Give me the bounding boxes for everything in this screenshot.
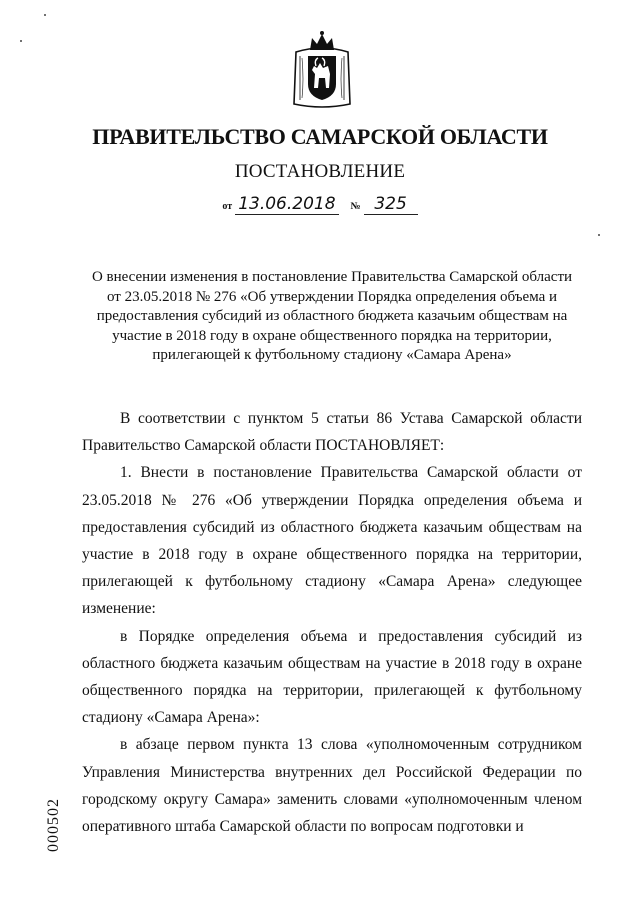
subject-line: предоставления субсидий из областного бюджета казачьим обществам на xyxy=(96,308,568,324)
body-paragraph: 1. Внести в постановление Правительства Самарской области от 23.05.2018 № 276 «Об утверждении Порядка определения объема и предоставления субсидий из областного бюджета казачьим обществам на участие в 2018 году в охране общественного порядка на территории, прилегающей к футбольному стадиону «Самара Арена» следующее изменение: xyxy=(82,464,582,618)
date-prefix: от xyxy=(222,201,233,212)
government-title: ПРАВИТЕЛЬСТВО САМАРСКОЙ ОБЛАСТИ xyxy=(92,124,548,149)
coat-of-arms-emblem xyxy=(290,30,354,110)
scan-speck xyxy=(598,234,600,236)
scan-speck xyxy=(20,40,22,42)
subject-line: О внесении изменения в постановление Правительства Самарской области xyxy=(91,269,573,285)
document-subject xyxy=(82,268,582,366)
subject-line: участие в 2018 году в охране общественного порядка на территории, xyxy=(112,327,552,344)
document-type: ПОСТАНОВЛЕНИЕ xyxy=(234,161,406,182)
handwritten-date: 13.06.2018 xyxy=(235,194,338,215)
body-paragraph: в Порядке определения объема и предоставления субсидий из областного бюджета казачьим обществам на участие в 2018 году в охране общественного порядка на территории, прилегающей к футбольному стадиону «Самара Арена»: xyxy=(82,627,582,727)
serial-number-stamp xyxy=(40,790,68,860)
handwritten-number: 325 xyxy=(364,194,418,215)
body-paragraph: в абзаце первом пункта 13 слова «уполномоченным сотрудником Управления Министерства внутренних дел Российской Федерации по городскому округу Самара» заменить словами «уполномоченным членом оперативного штаба Самарской области по вопросам подготовки и xyxy=(82,736,582,836)
body-paragraph: В соответствии с пунктом 5 статьи 86 Устава Самарской области Правительство Самарской области ПОСТАНОВЛЯЕТ: xyxy=(82,410,582,455)
number-prefix: № xyxy=(350,201,361,212)
subject-line: от 23.05.2018 № 276 «Об утверждении Порядка определения объема и xyxy=(106,288,558,305)
date-number-line xyxy=(0,194,640,215)
document-body xyxy=(82,405,582,840)
scan-speck xyxy=(44,14,46,16)
serial-number: 000502 xyxy=(45,798,62,852)
subject-line: прилегающей к футбольному стадиону «Самара Арена» xyxy=(152,347,512,363)
